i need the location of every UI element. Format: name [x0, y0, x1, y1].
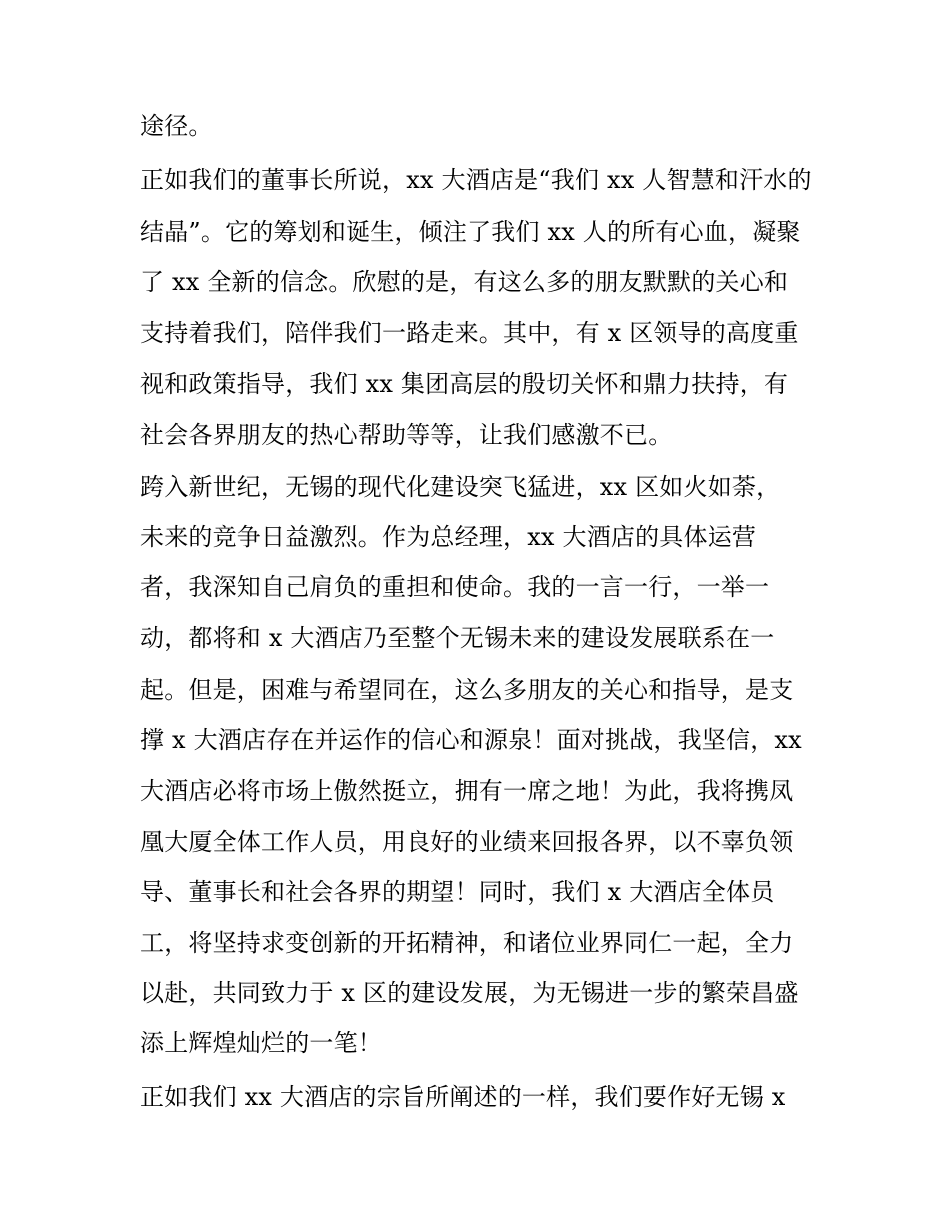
text-line: 支持着我们，陪伴我们一路走来。其中，有 x 区领导的高度重 — [140, 319, 799, 347]
text-line: 正如我们 xx 大酒店的宗旨所阐述的一样，我们要作好无锡 x — [140, 1083, 786, 1111]
text-line: 跨入新世纪，无锡的现代化建设突飞猛进，xx 区如火如荼， — [140, 473, 781, 501]
text-line: 了 xx 全新的信念。欣慰的是，有这么多的朋友默默的关心和 — [140, 268, 789, 296]
text-line: 凰大厦全体工作人员，用良好的业绩来回报各界，以不辜负领 — [140, 828, 794, 856]
text-line: 未来的竞争日益激烈。作为总经理，xx 大酒店的具体运营 — [140, 523, 757, 551]
text-line: 以赴，共同致力于 x 区的建设发展，为无锡进一步的繁荣昌盛 — [140, 979, 799, 1007]
text-line: 视和政策指导，我们 xx 集团高层的殷切关怀和鼎力扶持，有 — [140, 370, 789, 398]
text-line: 添上辉煌灿烂的一笔！ — [140, 1029, 382, 1057]
text-line: 动，都将和 x 大酒店乃至整个无锡未来的建设发展联系在一 — [140, 624, 775, 652]
text-line: 撑 x 大酒店存在并运作的信心和源泉！面对挑战，我坚信，xx — [140, 726, 802, 754]
text-line: 途径。 — [140, 112, 213, 140]
text-line: 工，将坚持求变创新的开拓精神，和诸位业界同仁一起，全力 — [140, 929, 794, 957]
text-line: 导、董事长和社会各界的期望！同时，我们 x 大酒店全体员 — [140, 878, 775, 906]
text-line: 起。但是，困难与希望同在，这么多朋友的关心和指导，是支 — [140, 676, 794, 704]
text-line: 结晶”。它的筹划和诞生，倾注了我们 xx 人的所有心血，凝聚 — [140, 218, 801, 246]
text-line: 正如我们的董事长所说，xx 大酒店是“我们 xx 人智慧和汗水的 — [140, 166, 812, 194]
text-line: 社会各界朋友的热心帮助等等，让我们感激不已。 — [140, 421, 673, 449]
text-line: 大酒店必将市场上傲然挺立，拥有一席之地！为此，我将携凤 — [140, 777, 794, 805]
text-line: 者，我深知自己肩负的重担和使命。我的一言一行，一举一 — [140, 573, 770, 601]
